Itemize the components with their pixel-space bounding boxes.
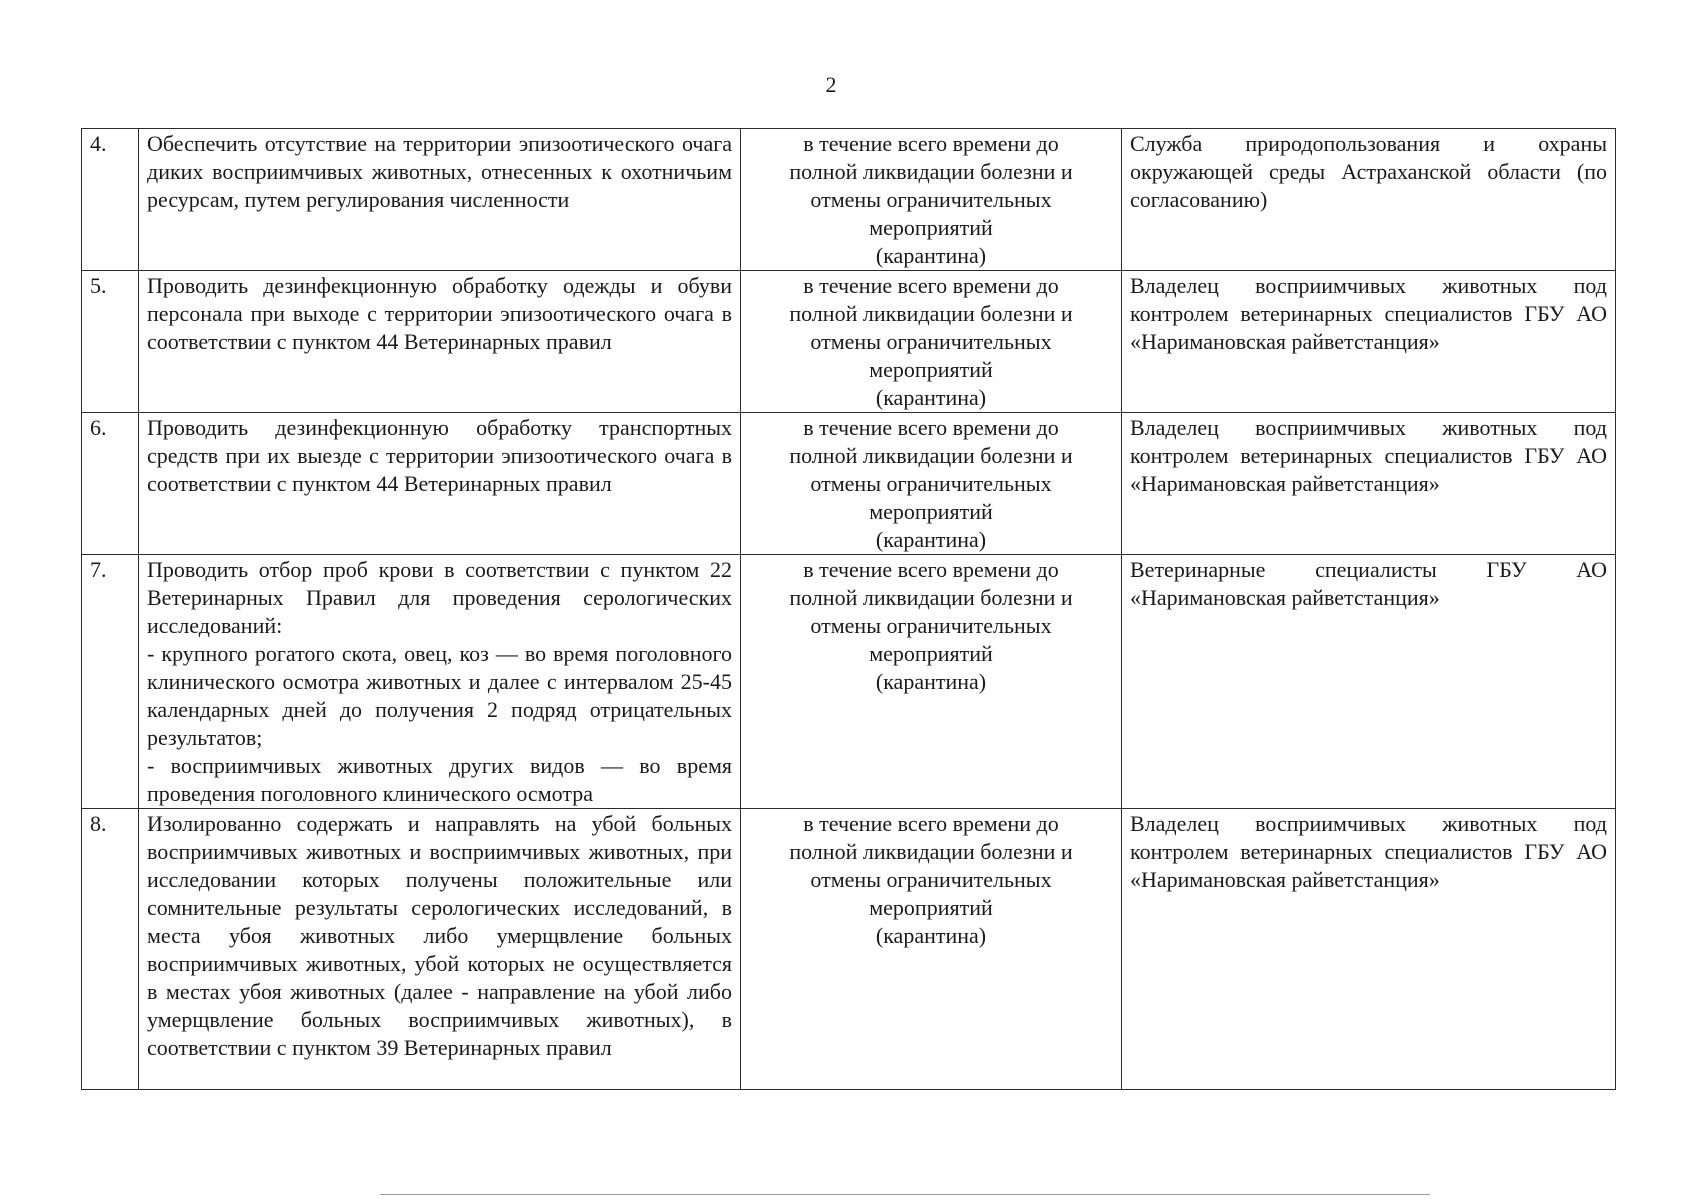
term-line: мероприятий xyxy=(869,215,993,240)
table-row xyxy=(82,271,1616,413)
table-row xyxy=(82,129,1616,271)
term-line: (карантина) xyxy=(875,669,987,694)
row-number: 5. xyxy=(82,271,139,413)
term-line: мероприятий xyxy=(869,357,993,382)
term-line: отмены ограничительных xyxy=(810,471,1052,496)
responsible-cell: Ветеринарные специалисты ГБУ АО «Наримановская райветстанция» xyxy=(1122,555,1616,809)
row-number: 6. xyxy=(82,413,139,555)
row-number: 4. xyxy=(82,129,139,271)
action-text: Проводить отбор проб крови в соответствии с пунктом 22 Ветеринарных Правил для проведения серологических исследований: xyxy=(147,557,732,638)
measures-table xyxy=(81,128,1616,1090)
action-cell xyxy=(139,809,741,1090)
action-text: Проводить дезинфекционную обработку транспортных средств при их выезде с территории эпизоотического очага в соответствии с пунктом 44 Ветеринарных правил xyxy=(147,415,732,496)
term-line: полной ликвидации болезни и xyxy=(789,159,1073,184)
responsible-cell: Владелец восприимчивых животных под контролем ветеринарных специалистов ГБУ АО «Наримановская райветстанция» xyxy=(1122,413,1616,555)
term-line: в течение всего времени до xyxy=(803,811,1059,836)
responsible-cell: Служба природопользования и охраны окружающей среды Астраханской области (по согласованию) xyxy=(1122,129,1616,271)
term-line: полной ликвидации болезни и xyxy=(789,443,1073,468)
term-line: отмены ограничительных xyxy=(810,329,1052,354)
table-row xyxy=(82,809,1616,1090)
page-number: 2 xyxy=(825,72,837,97)
term-line: полной ликвидации болезни и xyxy=(789,585,1073,610)
action-text: - восприимчивых животных других видов — во время проведения поголовного клинического осмотра xyxy=(147,753,732,806)
term-cell xyxy=(741,129,1122,271)
term-line: отмены ограничительных xyxy=(810,613,1052,638)
term-line: полной ликвидации болезни и xyxy=(789,839,1073,864)
action-text: - крупного рогатого скота, овец, коз — во время поголовного клинического осмотра животных и далее с интервалом 25-45 календарных дней до получения 2 подряд отрицательных результатов; xyxy=(147,641,732,750)
action-text: Изолированно содержать и направлять на убой больных восприимчивых животных и восприимчивых животных, при исследовании которых получены положительные или сомнительные результаты серологических исследований, в места убоя животных либо умерщвление больных восприимчивых животных, убой которых не осуществляется в местах убоя животных (далее - направление на убой либо умерщвление больных восприимчивых животных), в соответствии с пунктом 39 Ветеринарных правил xyxy=(147,811,732,1060)
term-cell xyxy=(741,271,1122,413)
term-line: в течение всего времени до xyxy=(803,557,1059,582)
term-line: полной ликвидации болезни и xyxy=(789,301,1073,326)
action-cell xyxy=(139,413,741,555)
term-cell xyxy=(741,809,1122,1090)
footer-rule xyxy=(380,1194,1430,1195)
row-number: 8. xyxy=(82,809,139,1090)
action-text: Обеспечить отсутствие на территории эпизоотического очага диких восприимчивых животных, отнесенных к охотничьим ресурсам, путем регулирования численности xyxy=(147,131,732,212)
term-cell xyxy=(741,555,1122,809)
action-text: Проводить дезинфекционную обработку одежды и обуви персонала при выходе с территории эпизоотического очага в соответствии с пунктом 44 Ветеринарных правил xyxy=(147,273,732,354)
table-row xyxy=(82,413,1616,555)
term-line: в течение всего времени до xyxy=(803,415,1059,440)
term-line: (карантина) xyxy=(875,527,987,552)
term-line: (карантина) xyxy=(875,385,987,410)
term-line: мероприятий xyxy=(869,895,993,920)
table-row xyxy=(82,555,1616,809)
action-cell xyxy=(139,129,741,271)
term-line: отмены ограничительных xyxy=(810,867,1052,892)
term-line: мероприятий xyxy=(869,641,993,666)
term-line: в течение всего времени до xyxy=(803,273,1059,298)
term-line: в течение всего времени до xyxy=(803,131,1059,156)
action-cell xyxy=(139,271,741,413)
row-number: 7. xyxy=(82,555,139,809)
responsible-cell: Владелец восприимчивых животных под контролем ветеринарных специалистов ГБУ АО «Наримановская райветстанция» xyxy=(1122,809,1616,1090)
term-line: (карантина) xyxy=(875,243,987,268)
term-line: (карантина) xyxy=(875,923,987,948)
term-cell xyxy=(741,413,1122,555)
term-line: отмены ограничительных xyxy=(810,187,1052,212)
responsible-cell: Владелец восприимчивых животных под контролем ветеринарных специалистов ГБУ АО «Наримановская райветстанция» xyxy=(1122,271,1616,413)
term-line: мероприятий xyxy=(869,499,993,524)
action-cell xyxy=(139,555,741,809)
